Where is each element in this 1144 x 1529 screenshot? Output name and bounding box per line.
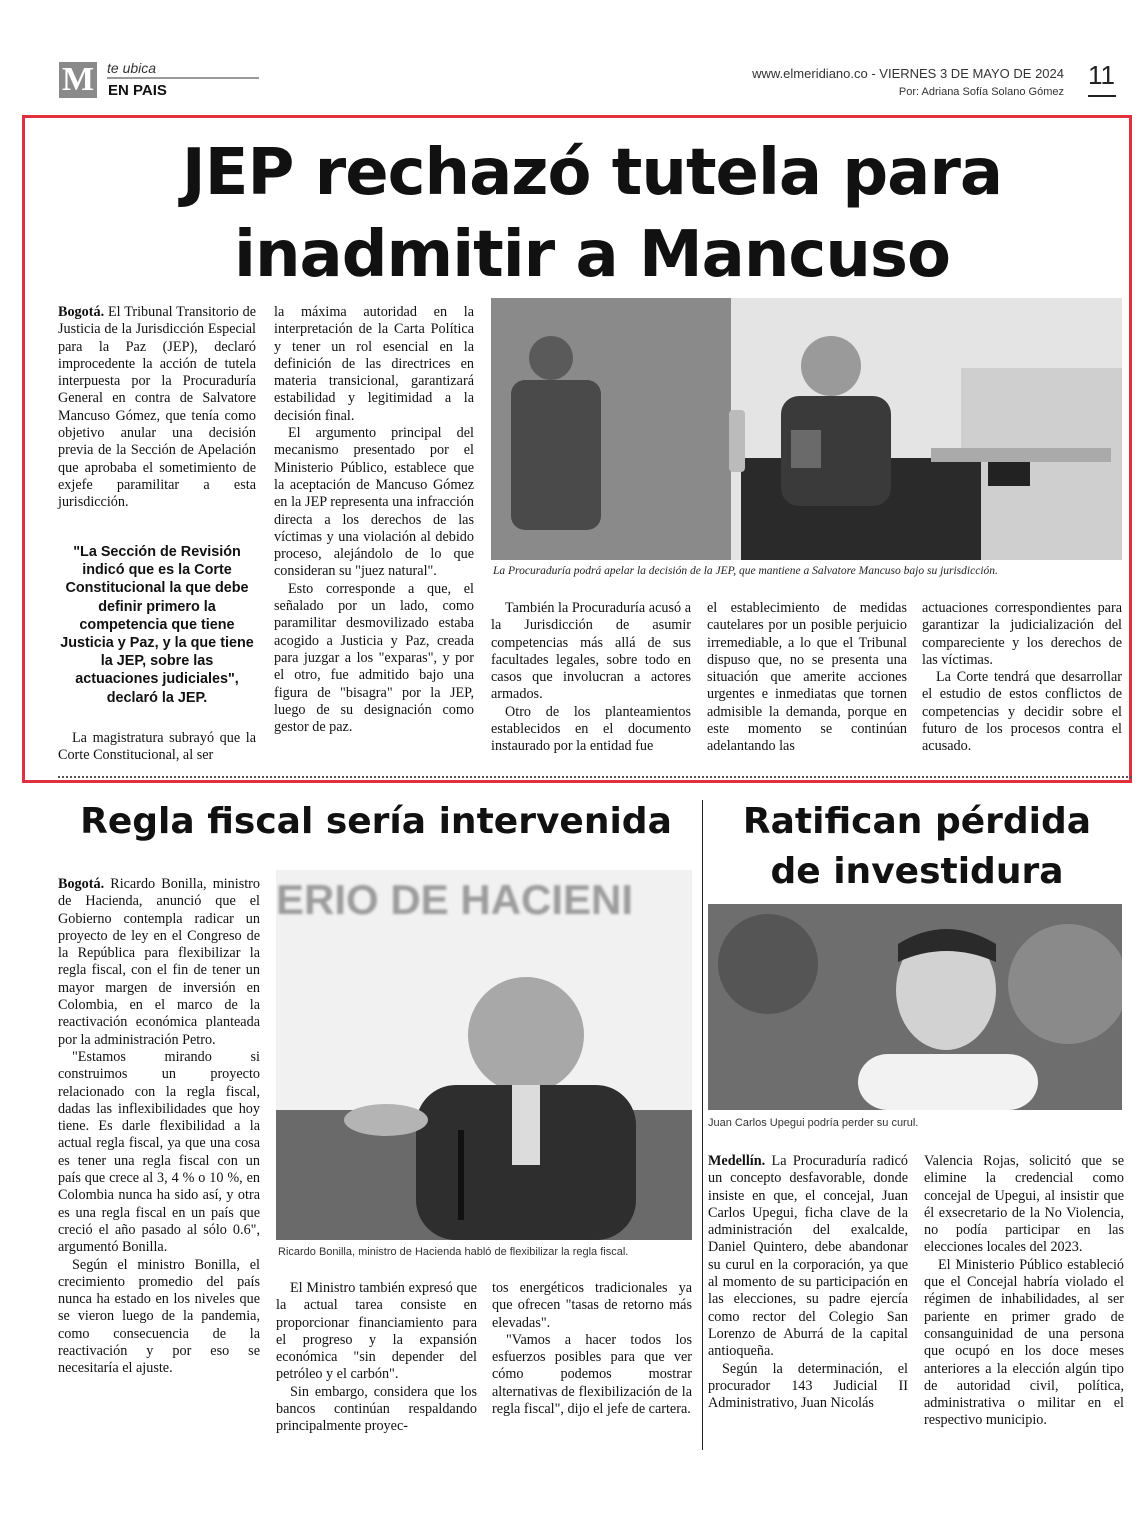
byline: Por: Adriana Sofía Solano Gómez (898, 86, 1064, 98)
photo-illustration (276, 870, 692, 1240)
bonilla-photo (276, 870, 692, 1240)
paragraph: El Ministro también expresó que la actual tarea consiste en proporcionar financiamiento para el progreso y la expansión económica "sin depender del petróleo y el carbón". (276, 1280, 477, 1383)
section-divider (58, 776, 1132, 778)
mancuso-photo (491, 298, 1122, 560)
story3-col1 (708, 1153, 908, 1412)
photo-illustration (491, 298, 1122, 560)
site-date: www.elmeridiano.co - VIERNES 3 DE MAYO DE 2024 (752, 66, 1064, 81)
paragraph: El argumento principal del mecanismo presentado por el Ministerio Público, establece que la aceptación de Mancuso Gómez en la JEP representa una infracción directa a los derechos de las víctimas y una violación al debido proceso, alejándolo de lo que consideran su "juez natural". (274, 425, 474, 580)
newspaper-logo: M (59, 62, 97, 98)
story2-photo-caption: Ricardo Bonilla, ministro de Hacienda habló de flexibilizar la regla fiscal. (278, 1246, 629, 1258)
story1-col1-end (58, 730, 256, 765)
page-number: 11 (1088, 60, 1115, 90)
page-number-rule (1088, 95, 1116, 97)
story3-lead-paragraph (708, 1153, 908, 1361)
story2-col1 (58, 876, 260, 1378)
paragraph: Según la determinación, el procurador 143 Judicial II Administrativo, Juan Nicolás (708, 1360, 908, 1412)
story3-headline-line1: Ratifican pérdida (742, 801, 1092, 842)
story1-headline-line2: inadmitir a Mancuso (234, 218, 950, 292)
ministry-sign: ERIO DE HACIENI (276, 876, 634, 923)
story2-col2 (276, 1280, 477, 1436)
paragraph: Sin embargo, considera que los bancos continúan respaldando principalmente proyec- (276, 1383, 477, 1435)
tagline-rule (107, 77, 259, 79)
story3-col2 (924, 1153, 1124, 1430)
story3-headline-line2: de investidura (770, 851, 1064, 892)
paragraph: Otro de los planteamientos establecidos en el documento instaurado por la entidad fue (491, 703, 691, 755)
story1-col5 (922, 600, 1122, 756)
story1-photo-caption: La Procuraduría podrá apelar la decisión de la JEP, que mantiene a Salvatore Mancuso bajo su jurisdicción. (493, 565, 998, 577)
dateline: Medellín. (708, 1153, 766, 1169)
paragraph: Esto corresponde a que, el señalado por un lado, como paramilitar desmovilizado estaba acogido a Justicia y Paz, creada para juzgar a los "exparas", y por el otro, fue admitido bajo una figura de "bisagra" por la JEP, luego de su designación como gestor de paz. (274, 580, 474, 736)
story2-col3 (492, 1280, 692, 1418)
paragraph: El Ministerio Público estableció que el Concejal habría violado el régimen de inhabilidades, al ser pariente en primer grado de consanguinidad de una persona que ocupó en los doce meses anteriores a la elección algún tipo de autoridad civil, política, administrativa o militar en el respectivo municipio. (924, 1256, 1124, 1429)
upegui-photo (708, 904, 1122, 1110)
paragraph: También la Procuraduría acusó a la Jurisdicción de asumir competencias más allá de sus facultades legales, sobre todo en casos que involucran a actores armados. (491, 600, 691, 703)
story1-col4 (707, 600, 907, 756)
paragraph: La magistratura subrayó que la Corte Constitucional, al ser (58, 730, 256, 764)
paragraph: tos energéticos tradicionales ya que ofrecen "tasas de retorno más elevadas". (492, 1280, 692, 1331)
paragraph-text: La Procuraduría radicó un concepto desfavorable, donde insiste en que, el concejal, Juan Carlos Upegui, ficha clave de la administración del exalcalde, Daniel Quintero, debe abandonar su curul en la corporación, ya que al momento de su participación en las elecciones, su padre ejercía como rector del Colegio San Lorenzo de Aburrá de la capital antioqueña. (708, 1153, 908, 1360)
story1-col3 (491, 600, 691, 756)
dateline: Bogotá. (58, 304, 105, 320)
paragraph: Valencia Rojas, solicitó que se elimine la credencial como concejal de Upegui, al insistir que él exsecretario de la No Violencia, no podía participar en las elecciones locales del 2023. (924, 1153, 1124, 1256)
paragraph: el establecimiento de medidas cautelares por un posible perjuicio irremediable, a lo que el Tribunal dispuso que, no se presenta una situación que amerite acciones urgentes e inmediatas que tornen admisible la demanda, porque en este momento se continúan adelantando las (707, 600, 907, 755)
paragraph: "Vamos a hacer todos los esfuerzos posibles para que ver cómo podemos mostrar alternativas de flexibilización de la regla fiscal", dijo el jefe de cartera. (492, 1331, 692, 1418)
dateline: Bogotá. (58, 876, 105, 892)
section-label: EN PAIS (108, 82, 167, 99)
story1-col1 (58, 304, 256, 512)
paragraph: La Corte tendrá que desarrollar el estudio de estos conflictos de competencias y decidir sobre el futuro de los procesos contra el acusado. (922, 669, 1122, 755)
paragraph: la máxima autoridad en la interpretación de la Carta Política y tener un rol esencial en la definición de las directrices en materia transicional, garantizará estabilidad y legitimidad a la decisión final. (274, 304, 474, 424)
paragraph: actuaciones correspondientes para garantizar la judicialización del compareciente y los derechos de las víctimas. (922, 600, 1122, 668)
pull-quote: "La Sección de Revisión indicó que es la Corte Constitucional la que debe definir primero la competencia que tiene Justicia y Paz, y la que tiene la JEP, sobre las actuaciones judiciales", declaró la JEP. (60, 544, 254, 706)
story1-lead-paragraph (58, 304, 256, 512)
paragraph-text: Ricardo Bonilla, ministro de Hacienda, anunció que el Gobierno contempla radicar un proyecto de ley en el Congreso de la República para flexibilizar la regla fiscal, con el fin de tener un mayor margen de inversión en Colombia, en el marco de la reactivación económica planteada por la administración Petro. (58, 876, 260, 1048)
story2-lead-paragraph (58, 876, 260, 1049)
paragraph-text: El Tribunal Transitorio de Justicia de la Jurisdicción Especial para la Paz (JEP), declaró improcedente la acción de tutela interpuesta por la Procuraduría General en contra de Salvatore Mancuso Gómez, que tenía como objetivo anular una decisión previa de la Sección de Apelación que aprobaba el sometimiento de exjefe paramilitar a esta jurisdicción. (58, 304, 256, 511)
paragraph: Según el ministro Bonilla, el crecimiento promedio del país nunca ha estado en los niveles que se vieron luego de la pandemia, como consecuencia de la reactivación y por eso se necesitaría el ajuste. (58, 1256, 260, 1377)
story3-photo-caption: Juan Carlos Upegui podría perder su curul. (708, 1117, 919, 1129)
column-divider (702, 800, 703, 1450)
story2-headline: Regla fiscal sería intervenida (80, 801, 672, 842)
logo-tagline: te ubica (107, 60, 157, 76)
photo-illustration (708, 904, 1122, 1110)
story1-headline-line1: JEP rechazó tutela para (181, 136, 1003, 210)
story1-col2 (274, 304, 474, 736)
paragraph: "Estamos mirando si construimos un proyecto relacionado con la regla fiscal, dadas las inflexibilidades que hoy tiene. Es darle flexibilidad a la actual regla fiscal, ya que una cosa es tener una regla fiscal con un país que crece al 3, 4 % o 10 %, en Colombia nunca ha sido así, y otra es una regla fiscal en un país que creció el año pasado al sólo 0.6", argumentó Bonilla. (58, 1048, 260, 1256)
header-info (752, 65, 1064, 101)
